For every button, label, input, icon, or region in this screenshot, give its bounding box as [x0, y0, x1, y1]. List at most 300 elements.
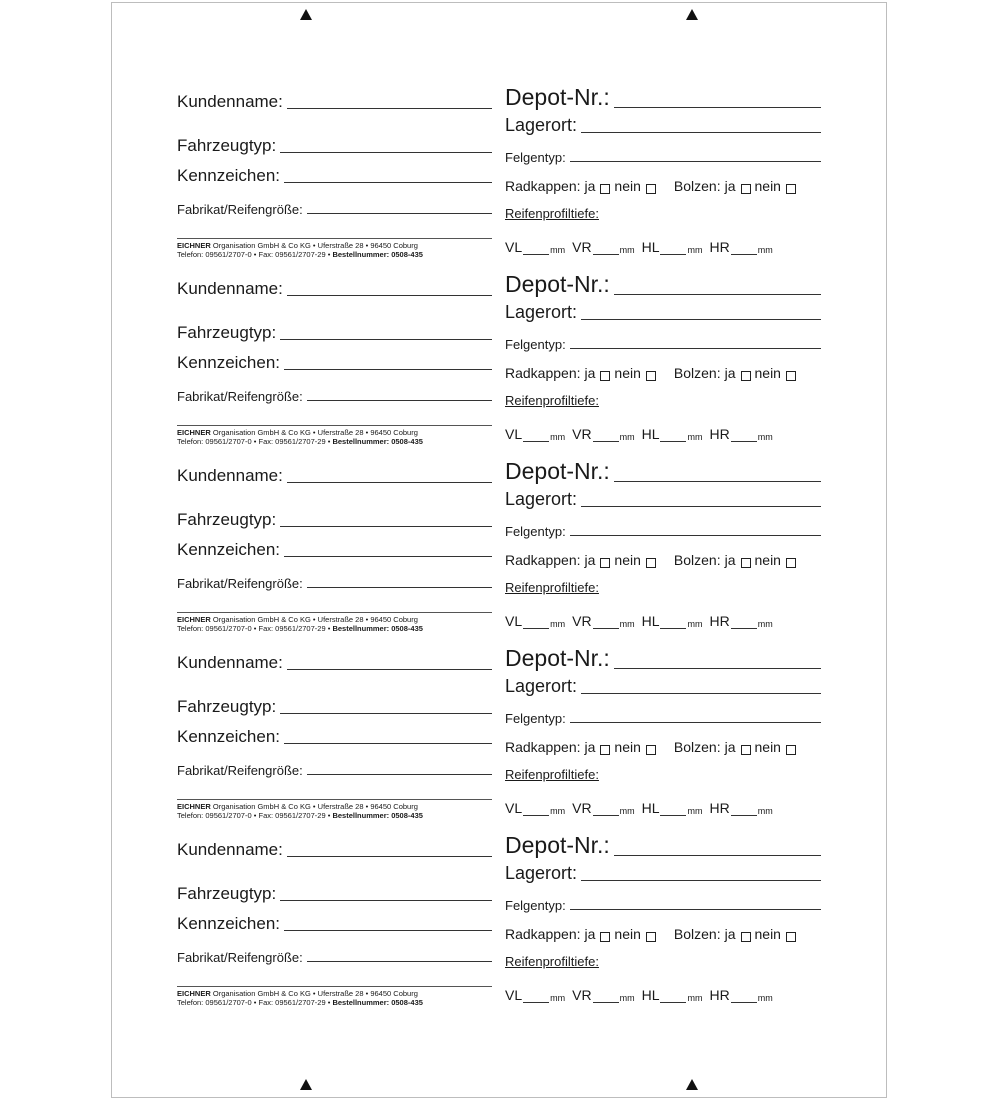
- reifenprofiltiefe-label: Reifenprofiltiefe:: [505, 206, 599, 221]
- felgentyp-label: Felgentyp:: [505, 524, 566, 539]
- fabrikat-row: [177, 576, 492, 591]
- bolzen-label: Bolzen:: [673, 926, 721, 942]
- radkappen-ja-checkbox[interactable]: [600, 184, 610, 194]
- kennzeichen-row: [177, 914, 492, 934]
- felgentyp-label: Felgentyp:: [505, 150, 566, 165]
- bullet: •: [365, 428, 369, 437]
- fahrzeugtyp-row: [177, 510, 492, 530]
- radkappen-label: Radkappen:: [505, 552, 581, 568]
- company-footer: [177, 425, 492, 446]
- fabrikat-label: Fabrikat/Reifengröße:: [177, 763, 303, 778]
- bullet: •: [327, 437, 331, 446]
- reifenprofiltiefe-label: Reifenprofiltiefe:: [505, 580, 599, 595]
- company-name-rest: Organisation GmbH & Co KG: [212, 615, 311, 624]
- radkappen-nein-label: nein: [614, 365, 641, 381]
- hl-field[interactable]: [660, 1001, 686, 1003]
- bullet: •: [365, 615, 369, 624]
- tread-depth-row: [505, 800, 821, 816]
- company-name-bold: EICHNER: [177, 241, 211, 250]
- tread-depth-row: [505, 613, 821, 629]
- tire-storage-label: [177, 458, 823, 652]
- company-phone: Telefon: 09561/2707-0: [177, 437, 252, 446]
- radkappen-ja-label: ja: [584, 926, 596, 942]
- radkappen-label: Radkappen:: [505, 926, 581, 942]
- company-city: 96450 Coburg: [370, 615, 418, 624]
- vr-label: VR: [572, 426, 592, 442]
- lagerort-row: [505, 863, 821, 884]
- radkappen-ja-checkbox[interactable]: [600, 745, 610, 755]
- fabrikat-field[interactable]: [307, 773, 492, 775]
- radkappen-bolzen-row: [505, 365, 821, 381]
- vl-field[interactable]: [523, 627, 549, 629]
- fahrzeugtyp-label: Fahrzeugtyp:: [177, 884, 277, 903]
- hr-unit: mm: [757, 619, 773, 629]
- fahrzeugtyp-field[interactable]: [280, 712, 492, 714]
- radkappen-nein-checkbox[interactable]: [646, 184, 656, 194]
- kennzeichen-label: Kennzeichen:: [177, 727, 281, 746]
- company-fax: Fax: 09561/2707-29: [258, 811, 326, 820]
- vl-unit: mm: [550, 432, 566, 442]
- kundenname-row: [177, 92, 492, 112]
- vr-label: VR: [572, 239, 592, 255]
- fabrikat-field[interactable]: [307, 960, 492, 962]
- bolzen-ja-checkbox[interactable]: [741, 184, 751, 194]
- bolzen-nein-label: nein: [754, 739, 781, 755]
- company-name-rest: Organisation GmbH & Co KG: [212, 802, 311, 811]
- radkappen-nein-label: nein: [614, 926, 641, 942]
- vl-label: VL: [505, 426, 523, 442]
- hr-field[interactable]: [731, 814, 757, 816]
- lagerort-label: Lagerort:: [505, 302, 578, 322]
- vr-unit: mm: [619, 245, 635, 255]
- radkappen-ja-checkbox[interactable]: [600, 932, 610, 942]
- felgentyp-row: [505, 150, 821, 165]
- vr-unit: mm: [619, 432, 635, 442]
- felgentyp-row: [505, 337, 821, 352]
- hl-unit: mm: [687, 245, 703, 255]
- kennzeichen-field[interactable]: [284, 929, 492, 931]
- bullet: •: [327, 250, 331, 259]
- kundenname-row: [177, 840, 492, 860]
- radkappen-ja-checkbox[interactable]: [600, 371, 610, 381]
- radkappen-label: Radkappen:: [505, 739, 581, 755]
- kundenname-field[interactable]: [287, 855, 492, 857]
- radkappen-ja-label: ja: [584, 365, 596, 381]
- bolzen-label: Bolzen:: [673, 739, 721, 755]
- kennzeichen-field[interactable]: [284, 368, 492, 370]
- lagerort-field[interactable]: [581, 318, 821, 320]
- perforation-marker-bottom-left: [300, 1079, 312, 1090]
- hr-label: HR: [709, 239, 730, 255]
- reifenprofiltiefe-label: Reifenprofiltiefe:: [505, 954, 599, 969]
- company-fax: Fax: 09561/2707-29: [258, 250, 326, 259]
- hr-unit: mm: [757, 993, 773, 1003]
- hr-field[interactable]: [731, 440, 757, 442]
- fabrikat-label: Fabrikat/Reifengröße:: [177, 950, 303, 965]
- company-footer: [177, 612, 492, 633]
- hl-unit: mm: [687, 806, 703, 816]
- hl-unit: mm: [687, 432, 703, 442]
- felgentyp-label: Felgentyp:: [505, 337, 566, 352]
- company-phone: Telefon: 09561/2707-0: [177, 998, 252, 1007]
- reifenprofiltiefe-label: Reifenprofiltiefe:: [505, 393, 599, 408]
- fahrzeugtyp-label: Fahrzeugtyp:: [177, 510, 277, 529]
- vr-unit: mm: [619, 619, 635, 629]
- bullet: •: [312, 989, 316, 998]
- hr-label: HR: [709, 613, 730, 629]
- bullet: •: [327, 811, 331, 820]
- company-footer: [177, 238, 492, 259]
- vl-field[interactable]: [523, 253, 549, 255]
- reifenprofiltiefe-row: [505, 580, 821, 595]
- depot-label: Depot-Nr.:: [505, 84, 610, 110]
- felgentyp-field[interactable]: [570, 534, 821, 536]
- hr-unit: mm: [757, 432, 773, 442]
- bolzen-ja-label: ja: [724, 926, 736, 942]
- company-name-rest: Organisation GmbH & Co KG: [212, 241, 311, 250]
- depot-label: Depot-Nr.:: [505, 645, 610, 671]
- radkappen-bolzen-row: [505, 552, 821, 568]
- felgentyp-field[interactable]: [570, 908, 821, 910]
- fabrikat-row: [177, 202, 492, 217]
- bolzen-ja-checkbox[interactable]: [741, 371, 751, 381]
- fahrzeugtyp-field[interactable]: [280, 899, 492, 901]
- tread-depth-row: [505, 239, 821, 255]
- fahrzeugtyp-field[interactable]: [280, 151, 492, 153]
- fahrzeugtyp-label: Fahrzeugtyp:: [177, 136, 277, 155]
- depot-field[interactable]: [614, 854, 821, 856]
- company-name-bold: EICHNER: [177, 428, 211, 437]
- depot-row: [505, 458, 821, 485]
- company-phone: Telefon: 09561/2707-0: [177, 624, 252, 633]
- company-city: 96450 Coburg: [370, 989, 418, 998]
- vr-field[interactable]: [593, 1001, 619, 1003]
- kennzeichen-label: Kennzeichen:: [177, 353, 281, 372]
- depot-row: [505, 84, 821, 111]
- tire-storage-label: [177, 645, 823, 839]
- company-street: Uferstraße 28: [317, 615, 364, 624]
- vl-field[interactable]: [523, 440, 549, 442]
- perforation-marker-top-left: [300, 9, 312, 20]
- lagerort-row: [505, 302, 821, 323]
- felgentyp-row: [505, 898, 821, 913]
- lagerort-field[interactable]: [581, 879, 821, 881]
- lagerort-row: [505, 489, 821, 510]
- tire-storage-label: [177, 84, 823, 278]
- company-phone: Telefon: 09561/2707-0: [177, 811, 252, 820]
- depot-field[interactable]: [614, 667, 821, 669]
- hl-label: HL: [641, 426, 660, 442]
- lagerort-field[interactable]: [581, 692, 821, 694]
- kundenname-label: Kundenname:: [177, 466, 283, 485]
- bullet: •: [253, 811, 257, 820]
- vl-field[interactable]: [523, 1001, 549, 1003]
- reifenprofiltiefe-row: [505, 954, 821, 969]
- hl-label: HL: [641, 239, 660, 255]
- fahrzeugtyp-field[interactable]: [280, 525, 492, 527]
- bolzen-ja-label: ja: [724, 552, 736, 568]
- tire-storage-label: [177, 832, 823, 1026]
- kennzeichen-label: Kennzeichen:: [177, 166, 281, 185]
- hr-unit: mm: [757, 806, 773, 816]
- vl-field[interactable]: [523, 814, 549, 816]
- company-city: 96450 Coburg: [370, 802, 418, 811]
- fabrikat-row: [177, 763, 492, 778]
- kennzeichen-field[interactable]: [284, 181, 492, 183]
- fahrzeugtyp-field[interactable]: [280, 338, 492, 340]
- radkappen-ja-label: ja: [584, 552, 596, 568]
- company-street: Uferstraße 28: [317, 241, 364, 250]
- bolzen-nein-checkbox[interactable]: [786, 184, 796, 194]
- radkappen-nein-checkbox[interactable]: [646, 745, 656, 755]
- kundenname-label: Kundenname:: [177, 840, 283, 859]
- depot-label: Depot-Nr.:: [505, 271, 610, 297]
- kennzeichen-row: [177, 727, 492, 747]
- lagerort-row: [505, 676, 821, 697]
- order-number: Bestellnummer: 0508-435: [332, 250, 423, 259]
- company-name-bold: EICHNER: [177, 989, 211, 998]
- kennzeichen-row: [177, 353, 492, 373]
- bolzen-nein-label: nein: [754, 178, 781, 194]
- company-name-rest: Organisation GmbH & Co KG: [212, 428, 311, 437]
- lagerort-field[interactable]: [581, 505, 821, 507]
- company-footer: [177, 986, 492, 1007]
- radkappen-nein-checkbox[interactable]: [646, 558, 656, 568]
- kennzeichen-label: Kennzeichen:: [177, 914, 281, 933]
- company-street: Uferstraße 28: [317, 989, 364, 998]
- company-phone: Telefon: 09561/2707-0: [177, 250, 252, 259]
- vr-label: VR: [572, 987, 592, 1003]
- kundenname-label: Kundenname:: [177, 653, 283, 672]
- vr-unit: mm: [619, 993, 635, 1003]
- felgentyp-field[interactable]: [570, 347, 821, 349]
- vr-unit: mm: [619, 806, 635, 816]
- bullet: •: [253, 437, 257, 446]
- bolzen-ja-label: ja: [724, 365, 736, 381]
- bolzen-ja-checkbox[interactable]: [741, 558, 751, 568]
- bullet: •: [253, 998, 257, 1007]
- kundenname-row: [177, 653, 492, 673]
- fahrzeugtyp-row: [177, 136, 492, 156]
- depot-row: [505, 271, 821, 298]
- bullet: •: [312, 615, 316, 624]
- bolzen-nein-checkbox[interactable]: [786, 558, 796, 568]
- radkappen-label: Radkappen:: [505, 365, 581, 381]
- company-city: 96450 Coburg: [370, 241, 418, 250]
- radkappen-nein-label: nein: [614, 552, 641, 568]
- vr-field[interactable]: [593, 440, 619, 442]
- bullet: •: [253, 624, 257, 633]
- felgentyp-row: [505, 711, 821, 726]
- fabrikat-row: [177, 389, 492, 404]
- company-fax: Fax: 09561/2707-29: [258, 998, 326, 1007]
- felgentyp-field[interactable]: [570, 721, 821, 723]
- depot-row: [505, 645, 821, 672]
- vl-unit: mm: [550, 245, 566, 255]
- hr-field[interactable]: [731, 1001, 757, 1003]
- fahrzeugtyp-row: [177, 697, 492, 717]
- hl-field[interactable]: [660, 440, 686, 442]
- bullet: •: [253, 250, 257, 259]
- bolzen-label: Bolzen:: [673, 178, 721, 194]
- fabrikat-label: Fabrikat/Reifengröße:: [177, 202, 303, 217]
- radkappen-nein-checkbox[interactable]: [646, 932, 656, 942]
- reifenprofiltiefe-label: Reifenprofiltiefe:: [505, 767, 599, 782]
- vl-unit: mm: [550, 806, 566, 816]
- vr-label: VR: [572, 800, 592, 816]
- fahrzeugtyp-label: Fahrzeugtyp:: [177, 323, 277, 342]
- kundenname-row: [177, 279, 492, 299]
- vl-label: VL: [505, 239, 523, 255]
- vr-field[interactable]: [593, 253, 619, 255]
- hl-field[interactable]: [660, 253, 686, 255]
- bolzen-ja-checkbox[interactable]: [741, 932, 751, 942]
- vl-label: VL: [505, 800, 523, 816]
- order-number: Bestellnummer: 0508-435: [332, 624, 423, 633]
- hl-label: HL: [641, 613, 660, 629]
- vr-label: VR: [572, 613, 592, 629]
- company-fax: Fax: 09561/2707-29: [258, 437, 326, 446]
- company-street: Uferstraße 28: [317, 802, 364, 811]
- bolzen-nein-label: nein: [754, 365, 781, 381]
- bolzen-nein-label: nein: [754, 552, 781, 568]
- kundenname-field[interactable]: [287, 107, 492, 109]
- depot-row: [505, 832, 821, 859]
- bullet: •: [365, 802, 369, 811]
- radkappen-nein-label: nein: [614, 739, 641, 755]
- kundenname-field[interactable]: [287, 294, 492, 296]
- hl-field[interactable]: [660, 627, 686, 629]
- vl-label: VL: [505, 613, 523, 629]
- radkappen-nein-checkbox[interactable]: [646, 371, 656, 381]
- kundenname-label: Kundenname:: [177, 279, 283, 298]
- bolzen-ja-checkbox[interactable]: [741, 745, 751, 755]
- vl-unit: mm: [550, 993, 566, 1003]
- order-number: Bestellnummer: 0508-435: [332, 437, 423, 446]
- hr-unit: mm: [757, 245, 773, 255]
- kennzeichen-field[interactable]: [284, 742, 492, 744]
- reifenprofiltiefe-row: [505, 393, 821, 408]
- depot-label: Depot-Nr.:: [505, 458, 610, 484]
- fabrikat-field[interactable]: [307, 586, 492, 588]
- hl-unit: mm: [687, 619, 703, 629]
- vr-field[interactable]: [593, 814, 619, 816]
- company-city: 96450 Coburg: [370, 428, 418, 437]
- vl-unit: mm: [550, 619, 566, 629]
- bolzen-label: Bolzen:: [673, 365, 721, 381]
- felgentyp-label: Felgentyp:: [505, 898, 566, 913]
- lagerort-label: Lagerort:: [505, 489, 578, 509]
- fabrikat-field[interactable]: [307, 399, 492, 401]
- fahrzeugtyp-row: [177, 884, 492, 904]
- bullet: •: [327, 998, 331, 1007]
- felgentyp-label: Felgentyp:: [505, 711, 566, 726]
- hl-label: HL: [641, 987, 660, 1003]
- hl-unit: mm: [687, 993, 703, 1003]
- felgentyp-row: [505, 524, 821, 539]
- kundenname-row: [177, 466, 492, 486]
- lagerort-field[interactable]: [581, 131, 821, 133]
- depot-field[interactable]: [614, 293, 821, 295]
- bullet: •: [312, 428, 316, 437]
- bolzen-nein-checkbox[interactable]: [786, 745, 796, 755]
- company-name-bold: EICHNER: [177, 615, 211, 624]
- tire-storage-label: [177, 271, 823, 465]
- kennzeichen-row: [177, 540, 492, 560]
- reifenprofiltiefe-row: [505, 767, 821, 782]
- fabrikat-label: Fabrikat/Reifengröße:: [177, 389, 303, 404]
- depot-field[interactable]: [614, 480, 821, 482]
- hl-field[interactable]: [660, 814, 686, 816]
- tread-depth-row: [505, 987, 821, 1003]
- radkappen-ja-label: ja: [584, 739, 596, 755]
- fahrzeugtyp-label: Fahrzeugtyp:: [177, 697, 277, 716]
- company-fax: Fax: 09561/2707-29: [258, 624, 326, 633]
- radkappen-ja-label: ja: [584, 178, 596, 194]
- reifenprofiltiefe-row: [505, 206, 821, 221]
- bolzen-nein-label: nein: [754, 926, 781, 942]
- felgentyp-field[interactable]: [570, 160, 821, 162]
- fahrzeugtyp-row: [177, 323, 492, 343]
- bolzen-ja-label: ja: [724, 178, 736, 194]
- tread-depth-row: [505, 426, 821, 442]
- bullet: •: [312, 802, 316, 811]
- kundenname-field[interactable]: [287, 481, 492, 483]
- lagerort-label: Lagerort:: [505, 115, 578, 135]
- hr-label: HR: [709, 426, 730, 442]
- order-number: Bestellnummer: 0508-435: [332, 998, 423, 1007]
- hr-field[interactable]: [731, 627, 757, 629]
- bullet: •: [365, 241, 369, 250]
- lagerort-row: [505, 115, 821, 136]
- hr-field[interactable]: [731, 253, 757, 255]
- kennzeichen-field[interactable]: [284, 555, 492, 557]
- radkappen-nein-label: nein: [614, 178, 641, 194]
- radkappen-bolzen-row: [505, 178, 821, 194]
- fabrikat-field[interactable]: [307, 212, 492, 214]
- hr-label: HR: [709, 987, 730, 1003]
- kennzeichen-label: Kennzeichen:: [177, 540, 281, 559]
- depot-label: Depot-Nr.:: [505, 832, 610, 858]
- bullet: •: [327, 624, 331, 633]
- fabrikat-label: Fabrikat/Reifengröße:: [177, 576, 303, 591]
- fabrikat-row: [177, 950, 492, 965]
- depot-field[interactable]: [614, 106, 821, 108]
- order-number: Bestellnummer: 0508-435: [332, 811, 423, 820]
- hl-label: HL: [641, 800, 660, 816]
- bullet: •: [312, 241, 316, 250]
- perforation-marker-top-right: [686, 9, 698, 20]
- company-footer: [177, 799, 492, 820]
- kundenname-label: Kundenname:: [177, 92, 283, 111]
- perforation-marker-bottom-right: [686, 1079, 698, 1090]
- company-name-bold: EICHNER: [177, 802, 211, 811]
- vl-label: VL: [505, 987, 523, 1003]
- hr-label: HR: [709, 800, 730, 816]
- bolzen-label: Bolzen:: [673, 552, 721, 568]
- lagerort-label: Lagerort:: [505, 863, 578, 883]
- radkappen-ja-checkbox[interactable]: [600, 558, 610, 568]
- kundenname-field[interactable]: [287, 668, 492, 670]
- kennzeichen-row: [177, 166, 492, 186]
- bolzen-ja-label: ja: [724, 739, 736, 755]
- bolzen-nein-checkbox[interactable]: [786, 932, 796, 942]
- bolzen-nein-checkbox[interactable]: [786, 371, 796, 381]
- company-name-rest: Organisation GmbH & Co KG: [212, 989, 311, 998]
- radkappen-bolzen-row: [505, 926, 821, 942]
- company-street: Uferstraße 28: [317, 428, 364, 437]
- vr-field[interactable]: [593, 627, 619, 629]
